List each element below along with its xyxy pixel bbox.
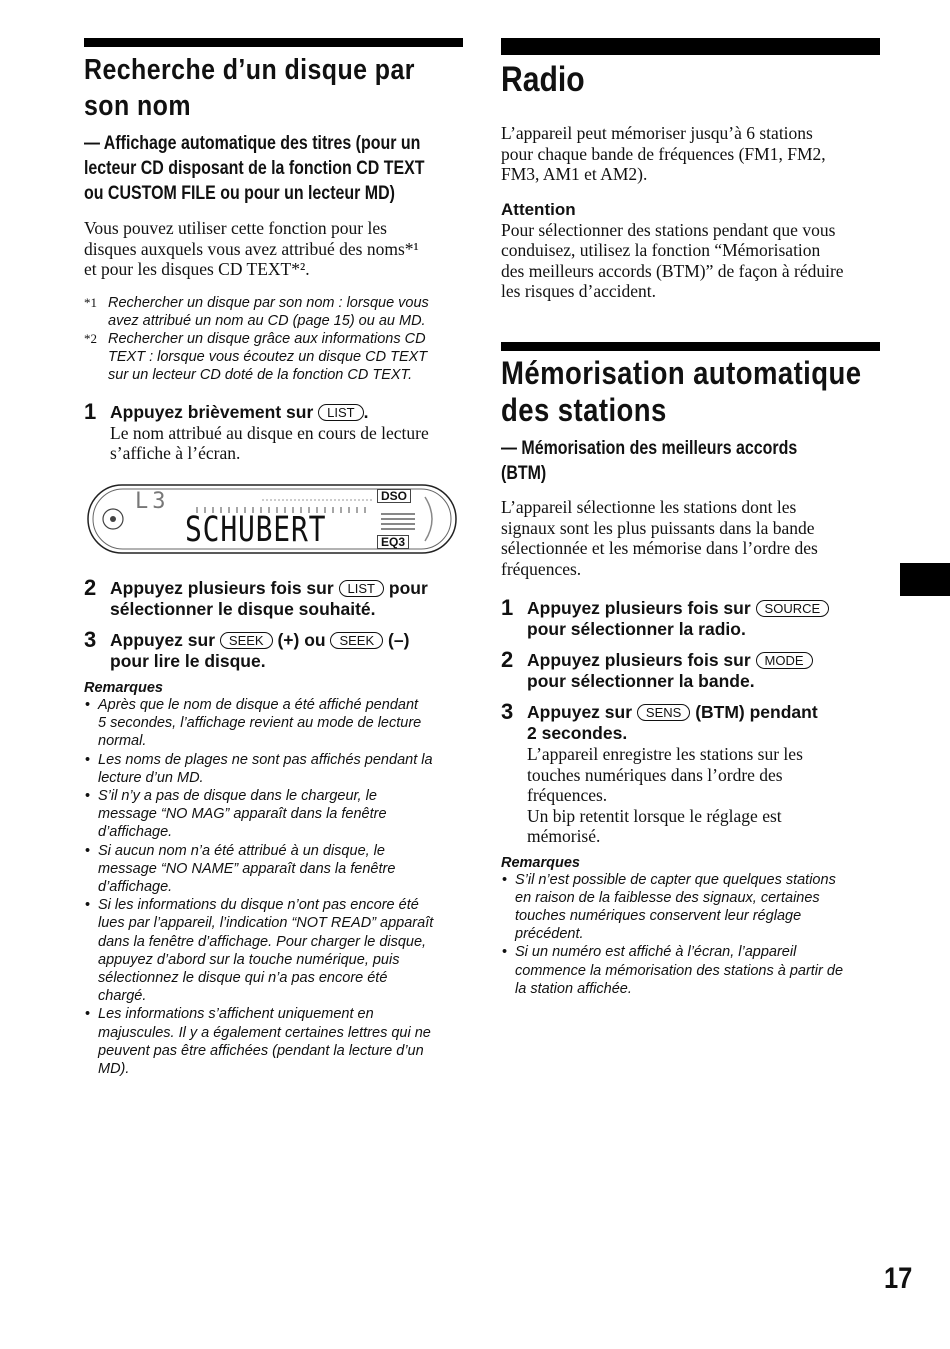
memorisation-section xyxy=(501,355,881,998)
step-3: 3 Appuyez sur SEEK (+) ou SEEK (–) pour lire le disque. xyxy=(84,627,410,671)
list-key: LIST xyxy=(318,404,363,421)
section-rule xyxy=(501,342,880,351)
step-1: 1 Appuyez brièvement sur LIST . Le nom attribué au disque en cours de lecture s’affiche à l’écran. xyxy=(84,398,429,463)
page-number: 17 xyxy=(884,1262,913,1295)
section-rule xyxy=(84,38,463,47)
remarks-title: Remarques xyxy=(84,680,163,696)
list-item: • Les noms de plages ne sont pas affichés pendant la lecture d’un MD. xyxy=(84,751,464,787)
mode-key: MODE xyxy=(756,652,813,669)
list-item: • Après que le nom de disque a été affiché pendant 5 secondes, l’affichage revient au mode de lecture normal. xyxy=(84,696,464,751)
footnotes: *1 Rechercher un disque par son nom : lorsque vous avez attribué un nom au CD (page 15) ou au MD. *2 Rechercher un disque grâce aux informations CD TEXT : lorsque vous écoutez un disque CD TEXT sur un lecteur CD doté de la fonction CD TEXT. xyxy=(84,294,464,384)
step-2: 2 Appuyez plusieurs fois sur MODE pour sélectionner la bande. xyxy=(501,650,881,692)
memorisation-intro: L’appareil sélectionne les stations dont les signaux sont les plus puissants dans la bande sélectionnée et les mémorise dans l’ordre des fréquences. xyxy=(501,497,818,579)
remarks-title: Remarques xyxy=(501,854,580,871)
sens-key: SENS xyxy=(637,704,690,721)
attention-title: Attention xyxy=(501,199,576,219)
list-item: • Si les informations du disque n’ont pas encore été lues par l’appareil, l’indication “NOT READ” apparaît dans la fenêtre d’affichage. Pour charger le disque, appuyez d’abord sur la touche numérique, puis sélectionnez le disque qui n’a pas encore été chargé. xyxy=(84,896,464,1005)
chapter-tab xyxy=(900,563,950,596)
left-column xyxy=(84,52,464,464)
intro-paragraph: Vous pouvez utiliser cette fonction pour les disques auxquels vous avez attribué des noms*¹ et pour les disques CD TEXT*². xyxy=(84,218,419,279)
eq-indicator: EQ3 xyxy=(377,535,409,549)
step-1: 1 Appuyez plusieurs fois sur SOURCE pour sélectionner la radio. xyxy=(501,598,881,640)
list-key: LIST xyxy=(339,580,384,597)
list-item: • Si aucun nom n’a été attribué à un disque, le message “NO NAME” apparaît dans la fenêtre d’affichage. xyxy=(84,842,464,897)
radio-intro: L’appareil peut mémoriser jusqu’à 6 stations pour chaque bande de fréquences (FM1, FM2, FM3, AM1 et AM2). xyxy=(501,123,826,184)
section-title: Recherche d’un disque par son nom xyxy=(84,54,415,122)
source-key: SOURCE xyxy=(756,600,830,617)
memorisation-title: Mémorisation automatique des stations xyxy=(501,355,862,428)
remarks-list xyxy=(84,696,464,1078)
list-item: • Les informations s’affichent uniquement en majuscules. Il y a également certaines lettres qui ne peuvent pas être affichées (pendant la lecture d’un MD). xyxy=(84,1005,464,1078)
footnote: *2 Rechercher un disque grâce aux informations CD xyxy=(84,330,426,347)
list-item: • S’il n’y a pas de disque dans le chargeur, le message “NO MAG” apparaît dans la fenêtre d’affichage. xyxy=(84,787,464,842)
memorisation-subtitle: — Mémorisation des meilleurs accords (BTM) xyxy=(501,438,798,484)
step-2: 2 Appuyez plusieurs fois sur LIST pour sélectionner le disque souhaité. xyxy=(84,575,428,619)
step-3: 3 Appuyez sur SENS (BTM) pendant 2 secondes. L’appareil enregistre les stations sur les touches numériques dans l’ordre des fréquences. Un bip retentit lorsque le réglage est mémorisé. xyxy=(501,699,818,846)
list-item: • Si un numéro est affiché à l’écran, l’appareil commence la mémorisation des stations à partir de la station affichée. xyxy=(501,943,881,998)
seek-key: SEEK xyxy=(330,632,383,649)
section-rule xyxy=(501,38,880,55)
disc-name-display: SCHUBERT xyxy=(185,510,327,550)
remarks-list xyxy=(501,871,881,998)
disc-label: L3 xyxy=(135,489,170,514)
seek-key: SEEK xyxy=(220,632,273,649)
display-illustration xyxy=(87,483,457,555)
radio-section xyxy=(501,60,881,302)
footnote: *1 Rechercher un disque par son nom : lorsque vous xyxy=(84,294,429,311)
radio-title: Radio xyxy=(501,60,585,99)
section-subtitle: — Affichage automatique des titres (pour un lecteur CD disposant de la fonction CD TEXT ou CUSTOM FILE ou pour un lecteur MD) xyxy=(84,133,425,204)
attention-text: Pour sélectionner des stations pendant que vous conduisez, utilisez la fonction “Mémorisation des meilleurs accords (BTM)” de façon à réduire les risques d’accident. xyxy=(501,219,844,301)
dso-indicator: DSO xyxy=(377,489,411,503)
left-column-lower xyxy=(84,575,464,1078)
list-item: • S’il n’est possible de capter que quelques stations en raison de la faiblesse des signaux, certaines touches numériques conservent leur réglage précédent. xyxy=(501,871,881,944)
